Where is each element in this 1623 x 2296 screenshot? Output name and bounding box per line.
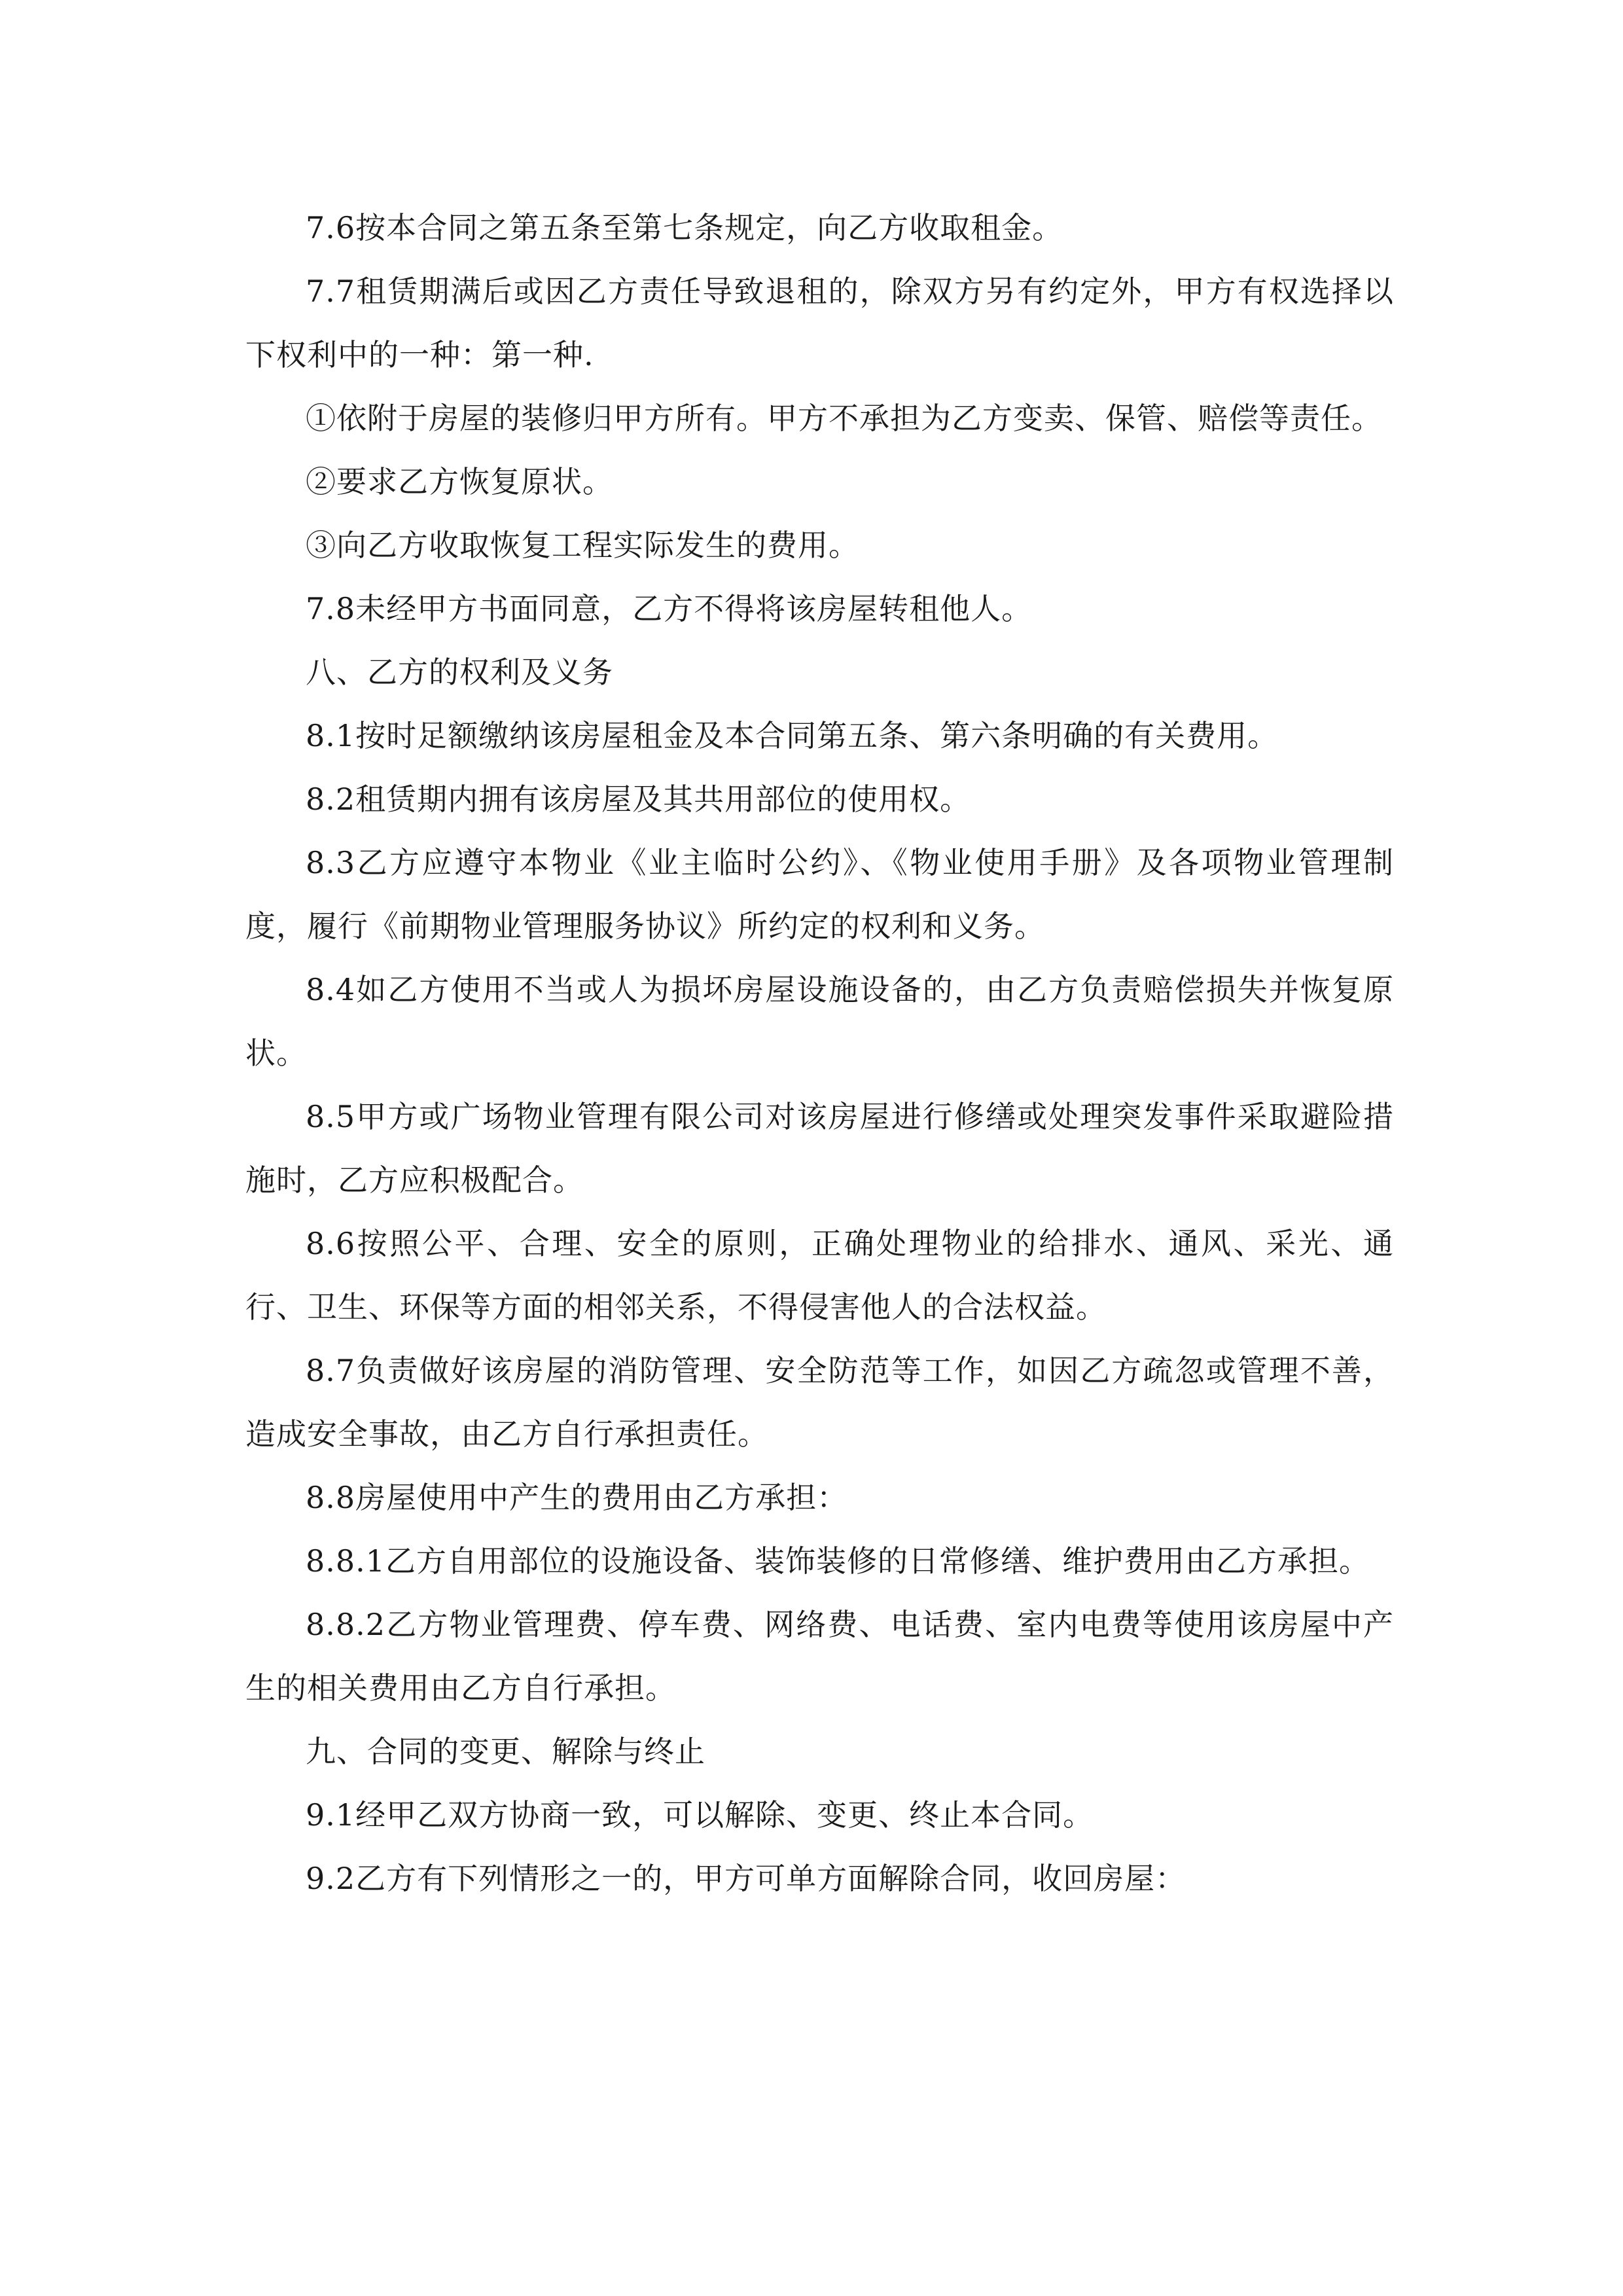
clause-8-3: 8.3乙方应遵守本物业《业主临时公约》、《物业使用手册》及各项物业管理制度，履行《前期物业管理服务协议》所约定的权利和义务。 [245, 845, 1394, 944]
clause-8-8: 8.8房屋使用中产生的费用由乙方承担： [306, 1480, 848, 1515]
clause-8-8-2: 8.8.2乙方物业管理费、停车费、网络费、电话费、室内电费等使用该房屋中产生的相关费用由乙方自行承担。 [245, 1607, 1394, 1706]
clause-7-8: 7.8未经甲方书面同意，乙方不得将该房屋转租他人。 [306, 591, 1033, 626]
clause-8-5: 8.5甲方或广场物业管理有限公司对该房屋进行修缮或处理突发事件采取避险措施时，乙方应积极配合。 [245, 1099, 1394, 1198]
clause-8-1: 8.1按时足额缴纳该房屋租金及本合同第五条、第六条明确的有关费用。 [306, 718, 1279, 753]
clause-7-7: 7.7租赁期满后或因乙方责任导致退租的，除双方另有约定外，甲方有权选择以下权利中的一种：第一种. [245, 274, 1394, 372]
clause-7-6: 7.6按本合同之第五条至第七条规定，向乙方收取租金。 [306, 210, 1063, 245]
document-page [245, 196, 1394, 1910]
section-heading-9: 九、合同的变更、解除与终止 [306, 1734, 705, 1769]
clause-9-2: 9.2乙方有下列情形之一的，甲方可单方面解除合同，收回房屋： [306, 1861, 1186, 1896]
clause-7-7-option-1: ①依附于房屋的装修归甲方所有。甲方不承担为乙方变卖、保管、赔偿等责任。 [306, 401, 1382, 436]
clause-7-7-option-2: ②要求乙方恢复原状。 [306, 464, 613, 499]
clause-7-7-option-3: ③向乙方收取恢复工程实际发生的费用。 [306, 528, 859, 563]
clause-8-4: 8.4如乙方使用不当或人为损坏房屋设施设备的，由乙方负责赔偿损失并恢复原状。 [245, 972, 1394, 1071]
clause-8-7: 8.7负责做好该房屋的消防管理、安全防范等工作，如因乙方疏忽或管理不善，造成安全事故，由乙方自行承担责任。 [245, 1353, 1394, 1452]
clause-8-2: 8.2租赁期内拥有该房屋及其共用部位的使用权。 [306, 781, 971, 817]
clause-9-1: 9.1经甲乙双方协商一致，可以解除、变更、终止本合同。 [306, 1797, 1094, 1833]
section-heading-8: 八、乙方的权利及义务 [306, 655, 613, 690]
clause-8-6: 8.6按照公平、合理、安全的原则，正确处理物业的给排水、通风、采光、通行、卫生、环保等方面的相邻关系，不得侵害他人的合法权益。 [245, 1226, 1394, 1325]
clause-8-8-1: 8.8.1乙方自用部位的设施设备、装饰装修的日常修缮、维护费用由乙方承担。 [306, 1543, 1370, 1579]
